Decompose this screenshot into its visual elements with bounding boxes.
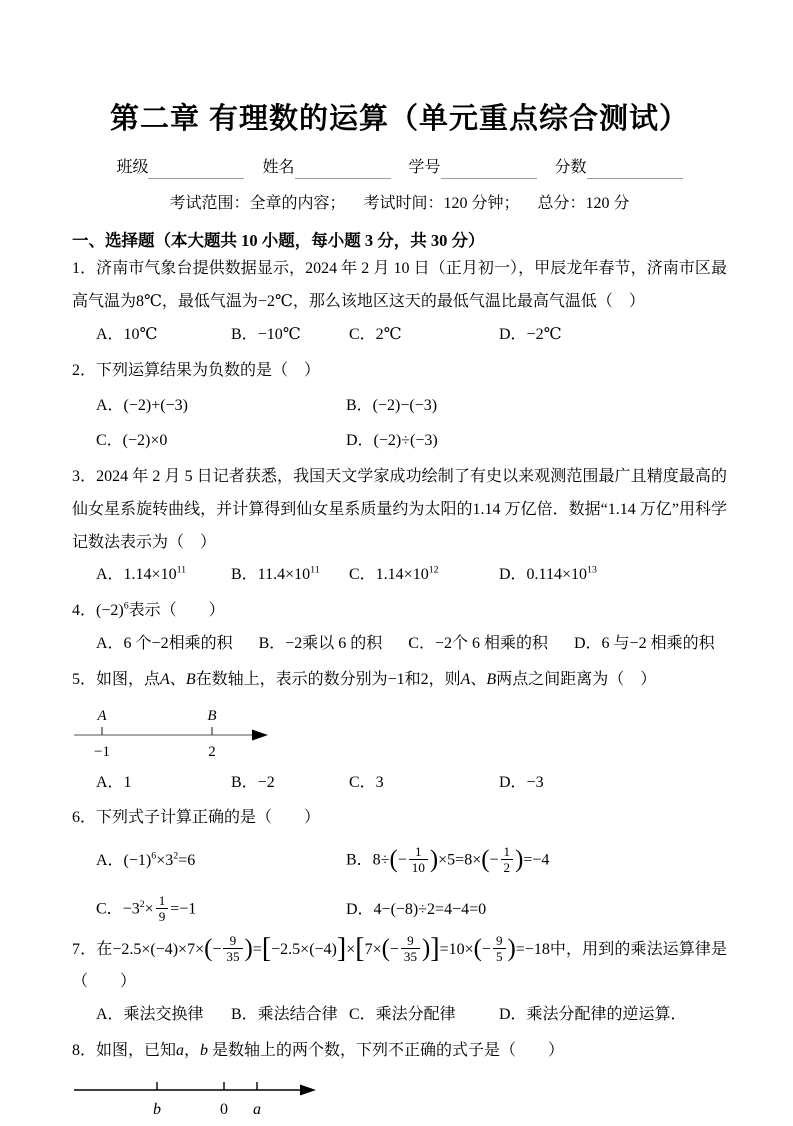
question-7-option-c: C．乘法分配律: [349, 1006, 456, 1024]
name-field-label: 姓名: [262, 159, 295, 176]
question-2: [72, 355, 727, 458]
section-one-heading: 一、选择题（本大题共 10 小题，每小题 3 分，共 30 分）: [72, 231, 485, 251]
question-3-option-a: A．$1.14\times 10^{11}$: [96, 565, 187, 584]
student-id-field-label: 学号: [408, 159, 441, 176]
point-b-label: b: [153, 1100, 161, 1118]
question-3-option-d: D．$0.114\times 10^{13}$: [499, 565, 597, 584]
question-4-option-c: C．−2个 6 相乘的积: [408, 634, 548, 652]
question-2-option-d: D．(−2)÷(−3): [346, 431, 438, 449]
question-7-stem: 7．在−2.5×(−4)×7×(− $\frac{9}{35}$ )=[−2.5×(−4)]×[7×(− $\frac{9}{35}$ )]=10×(− $\frac{9}{5}$ )=−18中，用到的乘法运算律是（ ）: [72, 932, 727, 991]
question-6-options: [72, 845, 727, 925]
question-6-option-a: A．$(-1)^6\times 3^2=6$: [96, 850, 196, 870]
question-6-option-d: D．4−(−8)÷2=4−4=0: [346, 901, 487, 919]
question-5-figure: [72, 703, 727, 765]
question-3-stem: 3．2024 年 2 月 5 日记者获悉，我国天文学家成功绘制了有史以来观测范围最广且精度最高的仙女星系旋转曲线，并计算得到仙女星系质量约为太阳的1.14 万亿倍．数据“1.14 万亿”用科学记数法表示为（ ）: [72, 467, 727, 551]
question-2-options: [72, 388, 727, 458]
question-8-stem: 8．如图，已知a，b 是数轴上的两个数，下列不正确的式子是（ ）: [72, 1041, 565, 1059]
question-7-options: [72, 999, 727, 1032]
question-1-options: [72, 319, 727, 352]
question-6-option-c: C．$-3^2\times$ $\frac{1}{9}$ =−1: [96, 893, 197, 925]
point-b-value: 2: [208, 743, 216, 760]
page-title: 第二章 有理数的运算（单元重点综合测试）: [109, 103, 690, 135]
question-5-option-c: C．3: [349, 773, 384, 791]
question-2-option-a: A．(−2)+(−3): [96, 396, 188, 414]
question-8: [72, 1035, 727, 1126]
numberline-arrowhead: [300, 1084, 316, 1095]
numberline-figure-ba: [72, 1074, 322, 1126]
question-4-option-b: B．−2乘以 6 的积: [258, 634, 383, 652]
score-field-label: 分数: [554, 159, 587, 176]
question-4-stem: 4．$(-2)^6$表示（ ）: [72, 600, 225, 620]
point-a-value: −1: [94, 743, 110, 760]
question-1-option-d: D．−2℃: [499, 325, 562, 343]
question-1-stem: 1．济南市气象台提供数据显示，2024 年 2 月 10 日（正月初一），甲辰龙年春节，济南市区最高气温为8℃，最低气温为−2℃，那么该地区这天的最低气温比最高气温低（ ）: [72, 260, 727, 311]
student-id-field: [409, 157, 537, 179]
question-2-option-c: C．(−2)×0: [96, 431, 168, 449]
question-5-option-d: D．−3: [499, 773, 544, 791]
question-7-option-d: D．乘法分配律的逆运算．: [499, 1006, 687, 1024]
question-5-option-b: B．−2: [231, 773, 275, 791]
question-5-stem: 5．如图，点A、B在数轴上，表示的数分别为−1和2，则A、B两点之间距离为（ ）: [72, 670, 657, 688]
question-3-option-b: B．$11.4\times 10^{11}$: [231, 565, 320, 584]
question-4-option-d: D．6 与−2 相乘的积: [574, 634, 715, 652]
question-6-option-b: B．8÷(− $\frac{1}{10}$ )×5=8×(− $\frac{1}{2}$ )=−4: [346, 844, 550, 876]
numberline-arrowhead: [252, 729, 268, 740]
question-4-options: [72, 628, 727, 661]
numberline-figure-ab: [72, 703, 272, 765]
question-5-options: [72, 767, 727, 800]
question-2-stem: 2．下列运算结果为负数的是（ ）: [72, 361, 321, 379]
question-1-option-c: C．2℃: [349, 325, 402, 343]
point-b-label: B: [207, 707, 217, 724]
exam-info-line: [72, 190, 727, 213]
question-3: [72, 461, 727, 592]
question-3-options: [72, 559, 727, 592]
question-4-option-a: A．6 个−2相乘的积: [96, 634, 233, 652]
question-7-option-b: B．乘法结合律: [231, 1006, 338, 1024]
student-info-row: [72, 157, 727, 179]
question-7-option-a: A．乘法交换律: [96, 1006, 204, 1024]
question-4: [72, 595, 727, 661]
score-blank-line: [587, 159, 683, 179]
class-blank-line: [148, 159, 244, 179]
question-5: [72, 664, 727, 800]
question-1: [72, 253, 727, 351]
question-8-figure: [72, 1074, 727, 1126]
question-1-option-a: A．10℃: [96, 325, 158, 343]
class-field-label: 班级: [116, 159, 149, 176]
question-6: [72, 802, 727, 925]
exam-time: 考试时间：120 分钟；: [363, 195, 520, 213]
student-id-blank-line: [441, 159, 537, 179]
question-3-option-c: C．$1.14\times 10^{12}$: [349, 565, 439, 584]
exam-total: 总分：120 分: [537, 195, 630, 213]
origin-label: 0: [220, 1100, 228, 1118]
exam-scope: 考试范围：全章的内容；: [169, 195, 346, 213]
point-a-label: A: [97, 707, 107, 724]
question-1-option-b: B．−10℃: [231, 325, 301, 343]
question-5-option-a: A．1: [96, 773, 132, 791]
name-field: [262, 157, 390, 179]
question-7: [72, 934, 727, 1032]
class-field: [116, 157, 244, 179]
question-6-stem: 6．下列式子计算正确的是（ ）: [72, 809, 321, 827]
score-field: [555, 157, 683, 179]
point-a-label: a: [253, 1100, 261, 1118]
name-blank-line: [295, 159, 391, 179]
question-2-option-b: B．(−2)−(−3): [346, 396, 438, 414]
